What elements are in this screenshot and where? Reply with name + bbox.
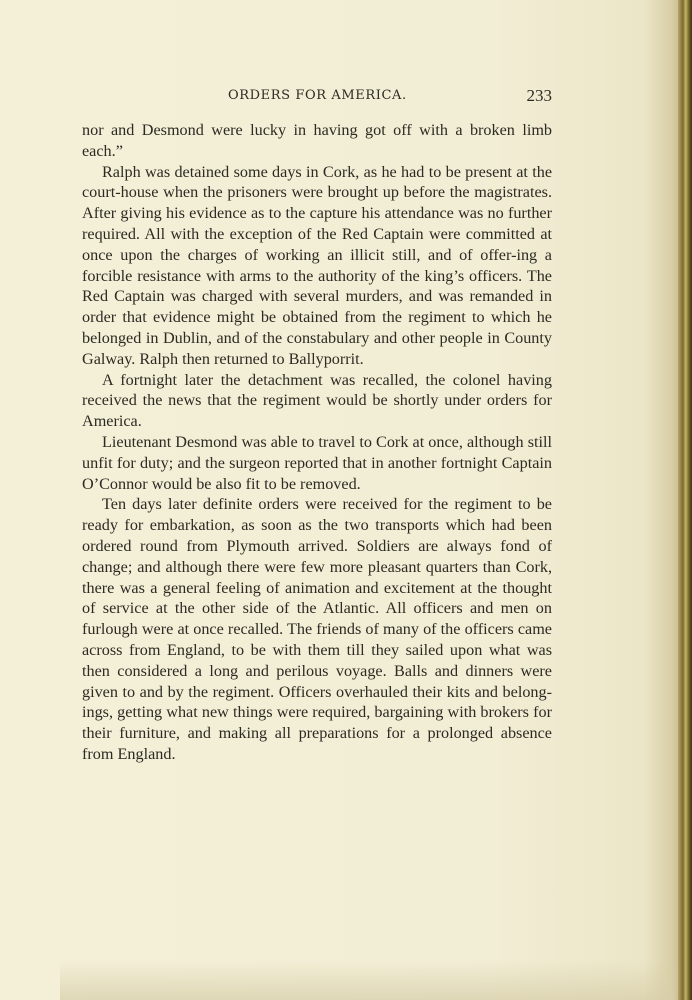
- book-edge: [678, 0, 692, 1000]
- paragraph: A fortnight later the detachment was recalled, the colonel having received the news that the regiment would be shortly under orders for America.: [82, 370, 552, 431]
- paragraph: Lieutenant Desmond was able to travel to Cork at once, although still unfit for duty; and the surgeon reported that in another fortnight Captain O’Connor would be also fit to be removed.: [82, 432, 552, 493]
- paragraph: Ten days later definite orders were received for the regiment to be ready for embarkation, as soon as the two transports which had been ordered round from Plymouth arrived. Soldiers are always fond of change; and although there were few more pleasant quarters than Cork, there was a general feeling of animation and excitement at the thought of service at the other side of the Atlantic. All officers and men on furlough were at once recalled. The friends of many of the officers came across from England, to be with them till they sailed upon what was then considered a long and perilous voyage. Balls and dinners were given to and by the regiment. Officers overhauled their kits and belong-ings, getting what new things were required, bargaining with brokers for their furniture, and making all preparations for a prolonged absence from England.: [82, 495, 552, 763]
- page-number: 233: [526, 86, 552, 105]
- page-bottom-shadow: [60, 960, 674, 1000]
- running-head: ORDERS FOR AMERICA.: [228, 88, 407, 103]
- body-text: [82, 120, 552, 765]
- page-header: [82, 86, 552, 108]
- paragraph: Ralph was detained some days in Cork, as he had to be present at the court-house when the prisoners were brought up before the magistrates. After giving his evidence as to the capture his attendance was no further required. All with the exception of the Red Captain were committed at once upon the charges of working an illicit still, and of offer-ing a forcible resistance with arms to the authority of the king’s officers. The Red Captain was charged with several murders, and was remanded in order that evidence might be obtained from the regiment to which he belonged in Dublin, and of the constabulary and other people in County Galway. Ralph then returned to Ballyporrit.: [82, 162, 552, 368]
- paragraph-continuation: nor and Desmond were lucky in having got off with a broken limb each.”: [82, 121, 552, 160]
